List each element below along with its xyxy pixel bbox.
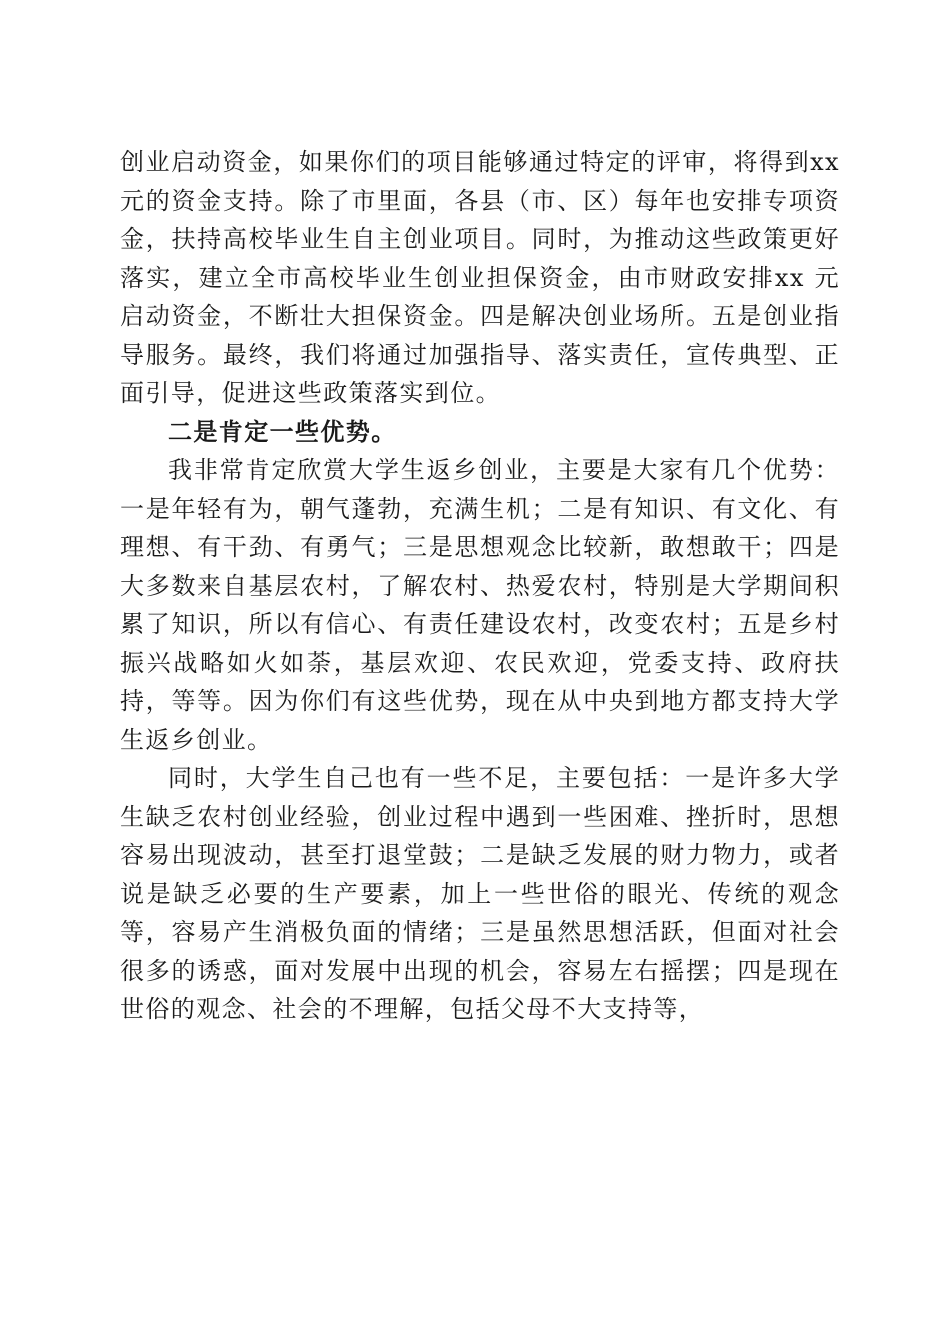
paragraph-advantages: 我非常肯定欣赏大学生返乡创业，主要是大家有几个优势：一是年轻有为，朝气蓬勃，充满生机；二是有知识、有文化、有理想、有干劲、有勇气；三是思想观念比较新，敢想敢干；四是大多数来自基层农村，了解农村、热爱农村，特别是大学期间积累了知识，所以有信心、有责任建设农村，改变农村；五是乡村振兴战略如火如荼，基层欢迎、农民欢迎，党委支持、政府扶持，等等。因为你们有这些优势，现在从中央到地方都支持大学生返乡创业。	[120, 456, 840, 754]
paragraph-shortcomings: 同时，大学生自己也有一些不足，主要包括：一是许多大学生缺乏农村创业经验，创业过程中遇到一些困难、挫折时，思想容易出现波动，甚至打退堂鼓；二是缺乏发展的财力物力，或者说是缺乏必要的生产要素，加上一些世俗的眼光、传统的观念等，容易产生消极负面的情绪；三是虽然思想活跃，但面对社会很多的诱惑，面对发展中出现的机会，容易左右摇摆；四是现在世俗的观念、社会的不理解，包括父母不大支持等，	[120, 764, 840, 1023]
paragraph-continuation: 创业启动资金，如果你们的项目能够通过特定的评审，将得到xx 元的资金支持。除了市里面，各县（市、区）每年也安排专项资金，扶持高校毕业生自主创业项目。同时，为推动这些政策更好落实，建立全市高校毕业生创业担保资金，由市财政安排xx 元启动资金，不断壮大担保资金。四是解决创业场所。五是创业指导服务。最终，我们将通过加强指导、落实责任，宣传典型、正面引导，促进这些政策落实到位。	[120, 148, 840, 407]
document-body	[120, 143, 840, 1029]
section-heading: 二是肯定一些优势。	[168, 416, 397, 446]
